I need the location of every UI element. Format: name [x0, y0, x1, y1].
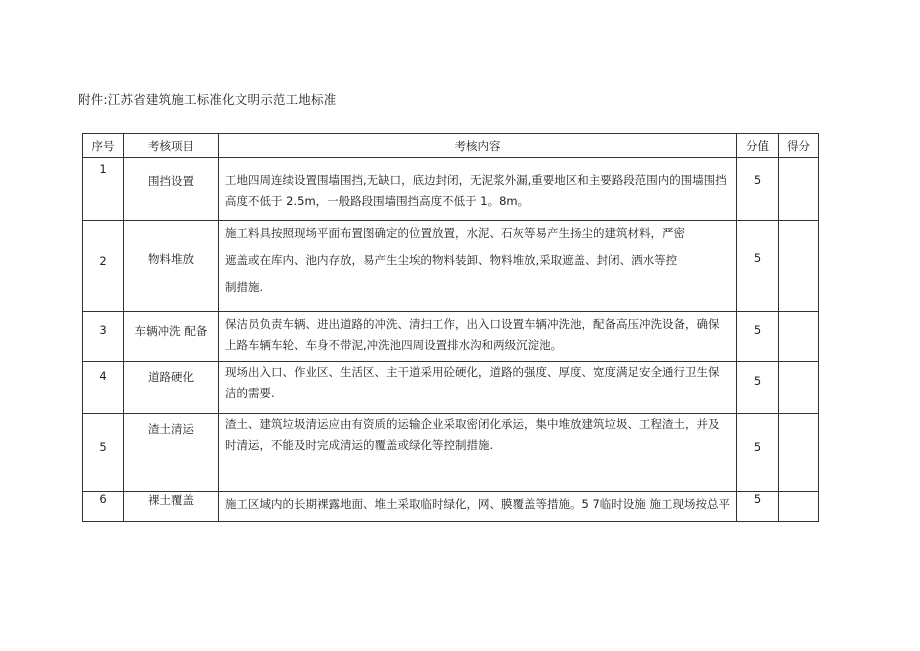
header-got: 得分: [779, 134, 819, 158]
row-got: [779, 158, 819, 221]
row-got: [779, 221, 819, 312]
row-no: 1: [83, 158, 124, 221]
row-score: 5: [737, 158, 779, 221]
row-no: 5: [83, 414, 124, 492]
row-no: 2: [83, 221, 124, 312]
row-score: 5: [737, 312, 779, 362]
table-row: [83, 312, 819, 362]
table-row: [83, 158, 819, 221]
row-no: 6: [83, 492, 124, 522]
row-no: 3: [83, 312, 124, 362]
row-got: [779, 362, 819, 414]
header-score: 分值: [737, 134, 779, 158]
row-score: 5: [737, 414, 779, 492]
row-content: 施工区域内的长期裸露地面、堆土采取临时绿化，网、膜覆盖等措施。5 7临时设施 施工现场按总平: [219, 492, 737, 522]
row-content: 渣土、建筑垃圾清运应由有资质的运输企业采取密闭化承运，集中堆放建筑垃圾、工程渣土，并及时清运，不能及时完成清运的覆盖或绿化等控制措施.: [219, 414, 737, 492]
row-content: 工地四周连续设置围墙围挡,无缺口，底边封闭，无泥浆外漏,重要地区和主要路段范围内的围墙围挡高度不低于 2.5m，一般路段围墙围挡高度不低于 1。8m。: [219, 158, 737, 221]
table-row: [83, 362, 819, 414]
table-row: [83, 221, 819, 312]
row-item: 物料堆放: [124, 221, 219, 312]
row-content: 现场出入口、作业区、生活区、主干道采用砼硬化，道路的强度、厚度、宽度满足安全通行卫生保洁的需要.: [219, 362, 737, 414]
document-caption: 附件:江苏省建筑施工标准化文明示范工地标准: [78, 92, 337, 107]
row-got: [779, 492, 819, 522]
table-row: [83, 492, 819, 522]
standards-table: [82, 133, 819, 522]
header-item: 考核项目: [124, 134, 219, 158]
row-got: [779, 312, 819, 362]
row-item: 裸土覆盖: [124, 492, 219, 522]
row-score: 5: [737, 492, 779, 522]
table-row: [83, 414, 819, 492]
row-score: 5: [737, 221, 779, 312]
row-item: 渣土清运: [124, 414, 219, 492]
table-header-row: [83, 134, 819, 158]
row-item: 车辆冲洗 配备: [124, 312, 219, 362]
row-item: 围挡设置: [124, 158, 219, 221]
row-content: 保洁员负责车辆、进出道路的冲洗、清扫工作，出入口设置车辆冲洗池，配备高压冲洗设备，确保上路车辆车轮、车身不带泥,冲洗池四周设置排水沟和两级沉淀池。: [219, 312, 737, 362]
header-content: 考核内容: [219, 134, 737, 158]
header-no: 序号: [83, 134, 124, 158]
row-score: 5: [737, 362, 779, 414]
row-no: 4: [83, 362, 124, 414]
row-content: 施工料具按照现场平面布置图确定的位置放置，水泥、石灰等易产生扬尘的建筑材料，严密 遮盖或在库内、池内存放，易产生尘埃的物料装卸、物料堆放,采取遮盖、封闭、洒水等控 制措施.: [219, 221, 737, 312]
row-item: 道路硬化: [124, 362, 219, 414]
row-got: [779, 414, 819, 492]
